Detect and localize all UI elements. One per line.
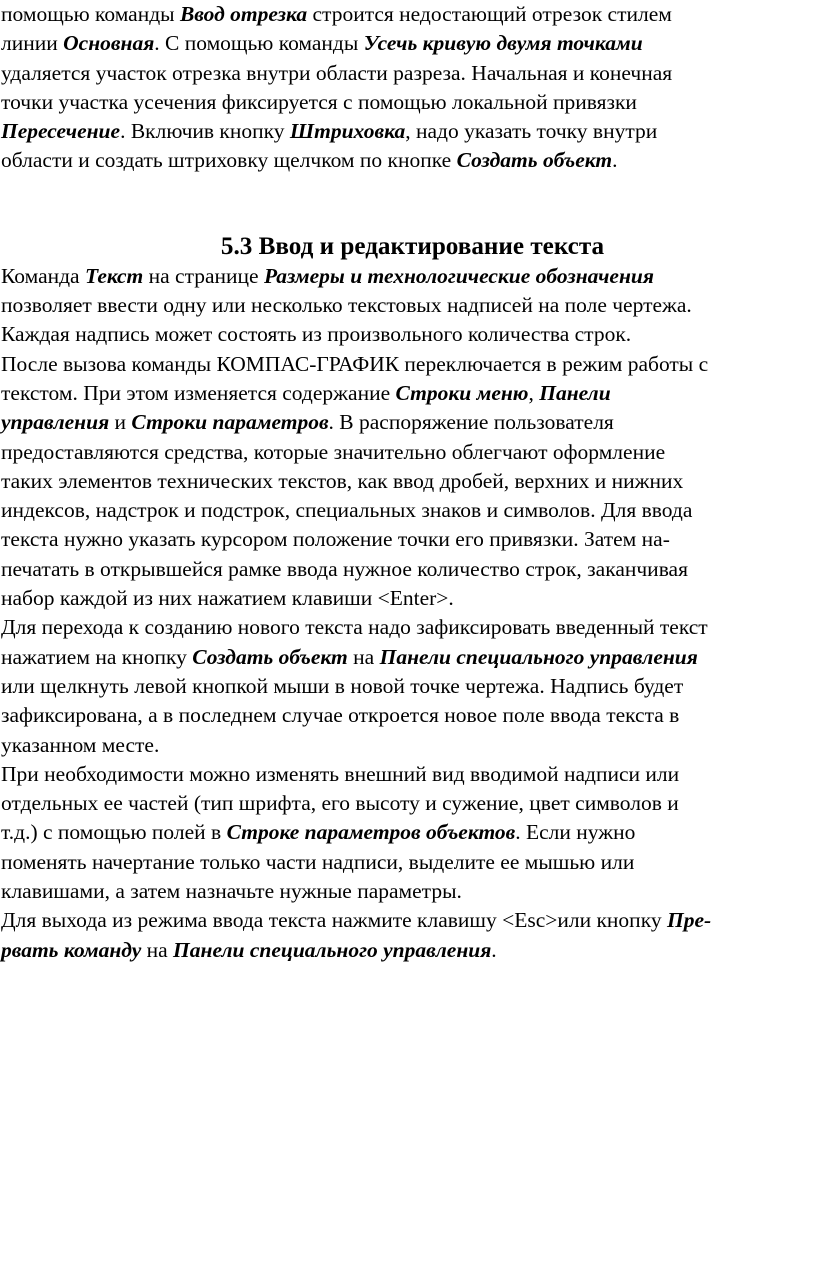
text-run: индексов, надстрок и подстрок, специальных знаков и символов. Для ввода	[1, 498, 693, 523]
text-line	[1, 379, 814, 408]
text-line	[1, 350, 814, 379]
text-run: зафиксирована, а в последнем случае откроется новое поле ввода текста в	[1, 703, 680, 728]
emphasized-term: Строки параметров	[131, 410, 329, 435]
emphasized-term: Усечь кривую двумя точками	[363, 31, 643, 56]
text-line	[1, 467, 814, 496]
emphasized-term: Строке параметров объектов	[226, 820, 516, 845]
text-run: , надо указать точку внутри	[405, 119, 658, 144]
emphasized-term: Панели специального управления	[379, 644, 698, 669]
text-line	[1, 877, 814, 906]
emphasized-term: управления	[1, 410, 110, 435]
text-line	[1, 59, 814, 88]
emphasized-term: Строки меню	[395, 380, 529, 405]
text-run: таких элементов технических текстов, как ввод дробей, верхних и нижних	[1, 468, 684, 493]
text-line	[1, 88, 814, 117]
text-run: . С помощью команды	[154, 31, 364, 56]
text-line	[1, 789, 814, 818]
text-run: нажатием на кнопку	[1, 644, 193, 669]
text-line	[1, 848, 814, 877]
text-run: Для перехода к созданию нового текста надо зафиксировать введенный текст	[1, 615, 708, 640]
text-run: линии	[1, 31, 64, 56]
emphasized-term: Штриховка	[289, 119, 406, 144]
text-run: набор каждой из них нажатием клавиши <Enter>.	[1, 586, 454, 611]
text-line	[1, 29, 814, 58]
text-line	[1, 613, 814, 642]
text-run: позволяет ввести одну или несколько текстовых надписей на поле чертежа.	[1, 293, 692, 318]
text-line	[1, 936, 814, 965]
body-paragraph	[1, 350, 814, 614]
emphasized-term: Ввод отрезка	[179, 2, 308, 26]
body-paragraph	[1, 262, 814, 350]
text-run: указанном месте.	[1, 732, 160, 757]
text-run: удаляется участок отрезка внутри области разреза. Начальная и конечная	[1, 60, 673, 85]
emphasized-term: Текст	[84, 263, 144, 288]
text-run: т.д.) с помощью полей в	[1, 820, 227, 845]
text-run: Каждая надпись может состоять из произвольного количества строк.	[1, 322, 632, 347]
body-paragraph	[1, 906, 814, 965]
text-run: После вызова команды КОМПАС-ГРАФИК переключается в режим работы с	[1, 351, 709, 376]
text-line	[1, 701, 814, 730]
text-run: ,	[528, 380, 540, 405]
text-line	[1, 496, 814, 525]
emphasized-term: Основная	[63, 31, 155, 56]
text-line	[1, 731, 814, 760]
text-run: отдельных ее частей (тип шрифта, его высоту и сужение, цвет символов и	[1, 791, 679, 816]
text-run: на	[141, 937, 174, 962]
text-run: предоставляются средства, которые значительно облегчают оформление	[1, 439, 666, 464]
emphasized-term: Создать объект	[192, 644, 348, 669]
emphasized-term: рвать команду	[1, 937, 142, 962]
text-run: текста нужно указать курсором положение точки его привязки. Затем на-	[1, 527, 670, 552]
body-paragraph	[1, 760, 814, 906]
section-heading: 5.3 Ввод и редактирование текста	[220, 232, 605, 260]
text-run: строится недостающий отрезок стилем	[307, 2, 672, 26]
text-run: .	[491, 937, 497, 962]
emphasized-term: Пре-	[666, 908, 712, 933]
text-run: поменять начертание только части надписи, выделите ее мышью или	[1, 849, 635, 874]
text-run: помощью команды	[1, 2, 180, 26]
text-run: печатать в открывшейся рамке ввода нужное количество строк, заканчивая	[1, 556, 688, 581]
text-run: . В распоряжение пользователя	[328, 410, 614, 435]
text-line	[1, 760, 814, 789]
intro-paragraph	[1, 0, 814, 176]
text-run: текстом. При этом изменяется содержание	[1, 380, 396, 405]
text-line	[1, 320, 814, 349]
text-line	[1, 672, 814, 701]
text-run: области и создать штриховку щелчком по кнопке	[1, 148, 457, 173]
text-run: на странице	[143, 263, 264, 288]
text-run: Команда	[1, 263, 85, 288]
text-line	[1, 906, 814, 935]
text-line	[1, 408, 814, 437]
text-line	[1, 818, 814, 847]
emphasized-term: Панели	[539, 380, 611, 405]
text-run: или щелкнуть левой кнопкой мыши в новой точке чертежа. Надпись будет	[1, 673, 684, 698]
emphasized-term: Пересечение	[1, 119, 121, 144]
emphasized-term: Панели специального управления	[173, 937, 492, 962]
section-body	[1, 262, 814, 965]
text-run: и	[109, 410, 132, 435]
text-line	[1, 0, 814, 29]
text-run: .	[612, 148, 618, 173]
text-line	[1, 291, 814, 320]
text-line	[1, 525, 814, 554]
text-run: При необходимости можно изменять внешний вид вводимой надписи или	[1, 761, 680, 786]
text-run: Для выхода из режима ввода текста нажмите клавишу <Esc>или кнопку	[1, 908, 667, 933]
text-line	[1, 146, 814, 175]
body-paragraph	[1, 613, 814, 759]
text-run: . Включив кнопку	[120, 119, 290, 144]
emphasized-term: Создать объект	[456, 148, 613, 173]
text-line	[1, 117, 814, 146]
text-run: . Если нужно	[515, 820, 636, 845]
emphasized-term: Размеры и технологические обозначения	[263, 263, 654, 288]
text-run: на	[347, 644, 380, 669]
text-run: клавишами, а затем назначьте нужные параметры.	[1, 879, 462, 904]
text-line	[1, 643, 814, 672]
text-run: точки участка усечения фиксируется с помощью локальной привязки	[1, 89, 637, 114]
text-line	[1, 262, 814, 291]
text-line	[1, 584, 814, 613]
section-spacer	[1, 176, 814, 232]
text-line	[1, 438, 814, 467]
text-line	[1, 555, 814, 584]
